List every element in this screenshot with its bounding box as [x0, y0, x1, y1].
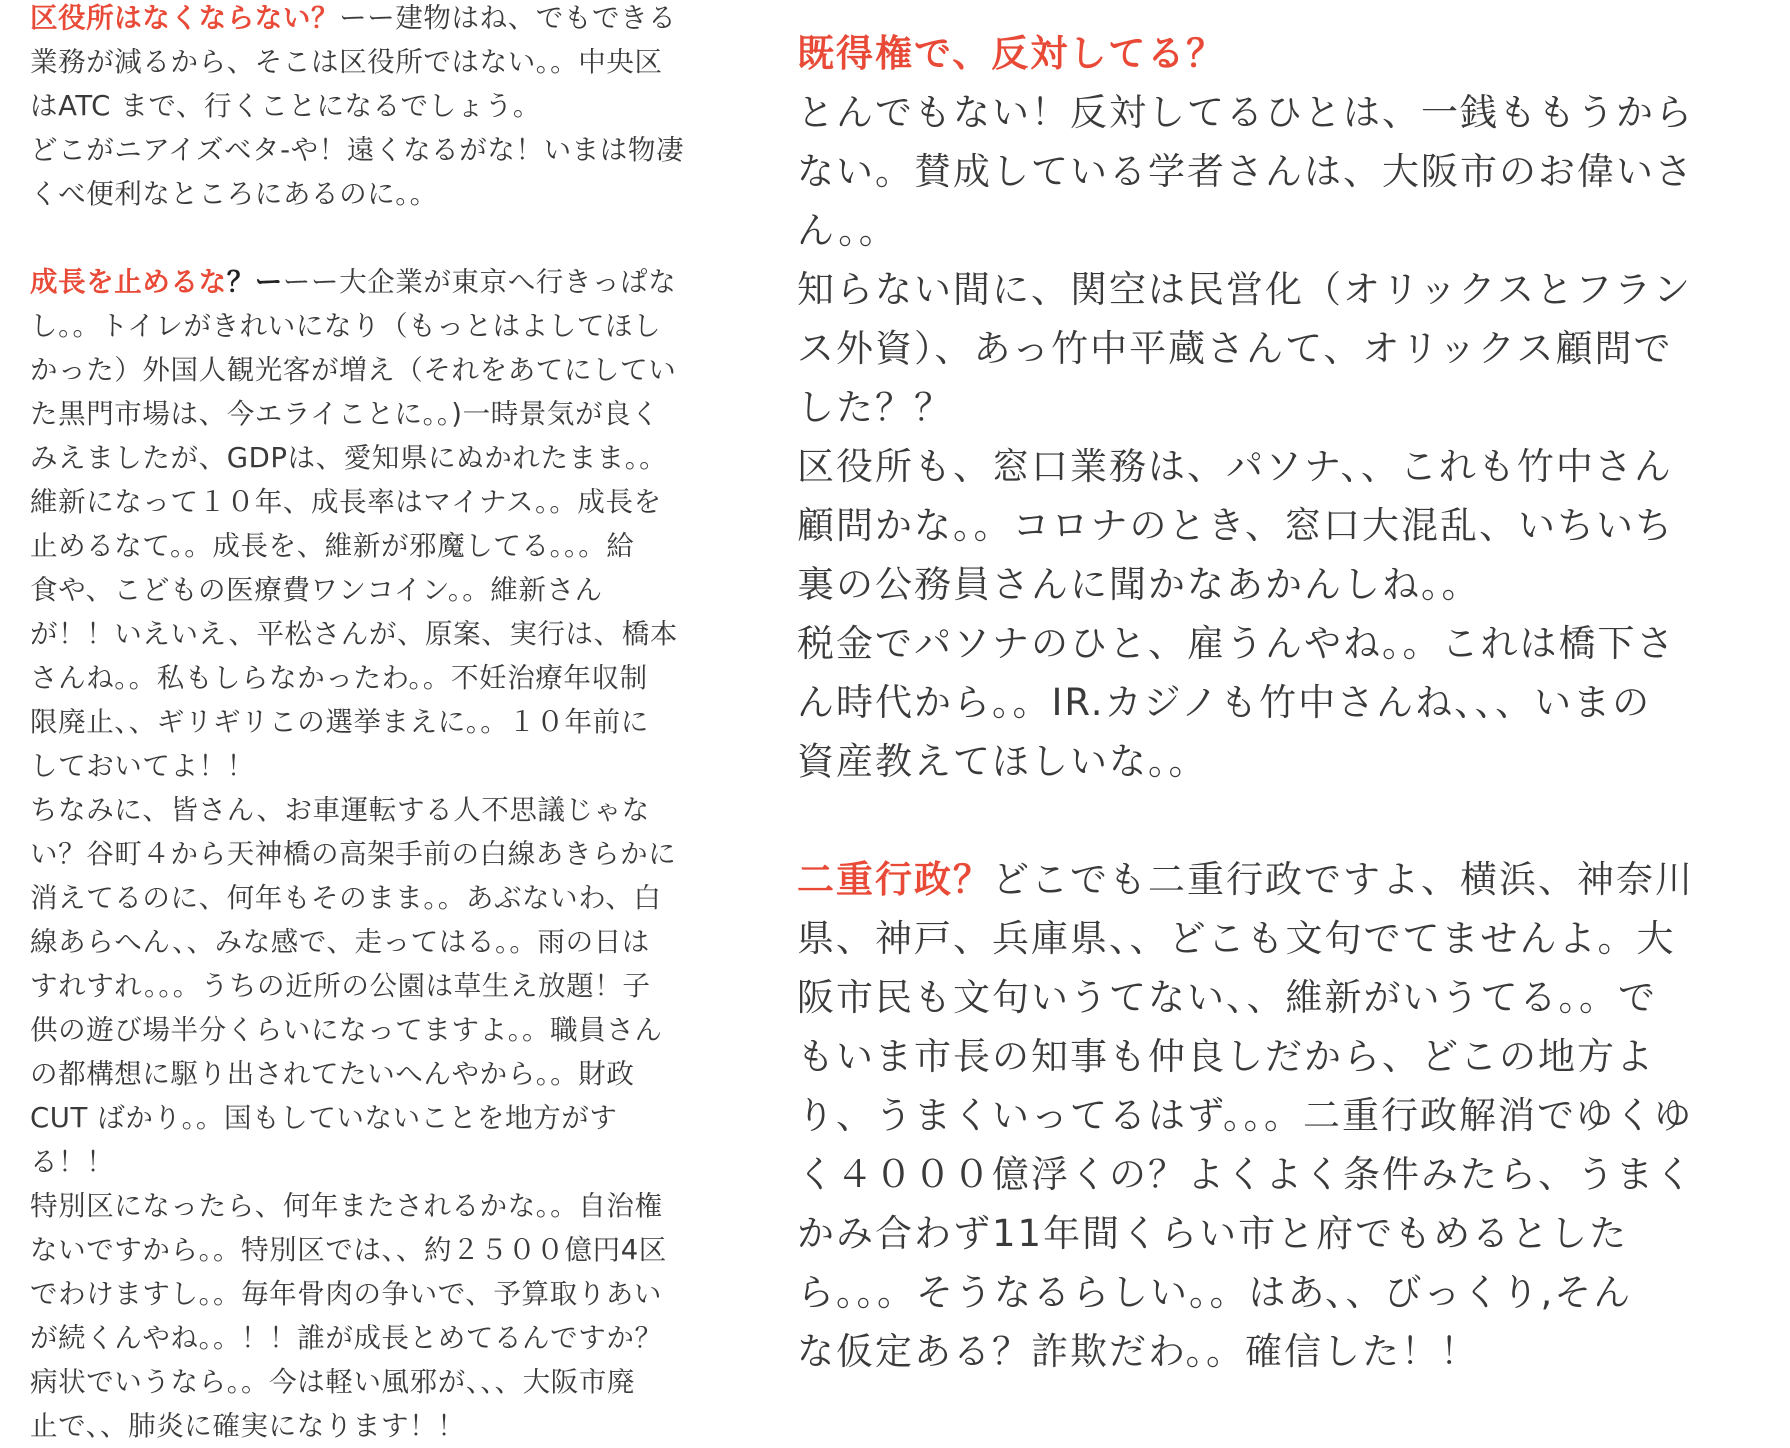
left-heading-ward-office: 区役所はなくならない？ [30, 2, 340, 34]
right-column [797, 24, 1757, 1381]
left-paragraph-2 [30, 260, 720, 1448]
left-column [30, 0, 720, 1448]
paragraph-gap [30, 216, 720, 260]
left-text-ward-office: ーー建物はね、でもできる 業務が減るから、そこは区役所ではない。。中央区 はATC まで、行くことになるでしょう。 どこがニアイズベタ-や！遠くなるがな！いまは物凄 くべ便利なところにあるのに。。 [30, 2, 685, 210]
right-paragraph-2 [797, 850, 1757, 1381]
left-heading-growth-mark: ？ー [226, 266, 283, 298]
right-text-double-administration: どこでも二重行政ですよ、横浜、神奈川 県、神戸、兵庫県、、どこも文句でてませんよ。大 阪市民も文句いうてない、、維新がいうてる。。で もいま市長の知事も仲良しだから、どこの地方よ り、うまくいってるはず。。。二重行政解消でゆくゆ く４０００億浮くの？よくよく条件みたら、うまく かみ合わず11年間くらい市と府でもめるとした ら。。。そうなるらしい。。はあ、、びっくり,そん な仮定ある？詐欺だわ。。確信した！！ [797, 858, 1694, 1373]
right-heading-vested-interests: 既得権で、反対してる？ [797, 32, 1226, 75]
right-text-vested-interests: とんでもない！反対してるひとは、一銭ももうから ない。賛成している学者さんは、大阪市のお偉いさ ん。。 知らない間に、関空は民営化（オリックスとフラン ス外資）、あっ竹中平蔵さんて、オリックス顧問で した？？ 区役所も、窓口業務は、パソナ、、これも竹中さん 顧問かな。。コロナのとき、窓口大混乱、いちいち 裏の公務員さんに聞かなあかんしね。。 税金でパソナのひと、雇うんやね。。これは橋下さ ん時代から。。IR.カジノも竹中さんね、、、いまの 資産教えてほしいな。。 [797, 91, 1694, 783]
left-text-growth: ーー大企業が東京へ行きっぱな し。。トイレがきれいになり（もっとはよしてほし かった）外国人観光客が増え（それをあてにしてい た黒門市場は、今エライことに。。)一時景気が良く みえましたが、GDPは、愛知県にぬかれたまま。。 維新になって１０年、成長率はマイナス。。成長を 止めるなて。。成長を、維新が邪魔してる。。。給 食や、こどもの医療費ワンコイン。。維新さん が！！いえいえ、平松さんが、原案、実行は、橋本 さんね。。私もしらなかったわ。。不妊治療年収制 限廃止、、ギリギリこの選挙まえに。。１０年前に しておいてよ！！ ちなみに、皆さん、お車運転する人不思議じゃな い？谷町４から天神橋の高架手前の白線あきらかに 消えてるのに、何年もそのまま。。あぶないわ、白 線あらへん、、みな感で、走ってはる。。雨の日は すれすれ。。。うちの近所の公園は草生え放題！子 供の遊び場半分くらいになってますよ。。職員さん の都構想に駆り出されてたいへんやから。。財政 CUT ばかり。。国もしていないことを地方がす る！！ 特別区になったら、何年またされるかな。。自治権 ないですから。。特別区では、、約２５００億円4区 でわけますし。。毎年骨肉の争いで、予算取りあい が続くんやね。。！！誰が成長とめてるんですか？ 病状でいうなら。。今は軽い風邪が、、、大阪市廃 止で、、肺炎に確実になります！！ [30, 266, 678, 1442]
paragraph-gap [797, 791, 1757, 850]
right-heading-double-administration: 二重行政？ [797, 858, 992, 901]
left-heading-growth: 成長を止めるな [30, 266, 227, 298]
left-paragraph-1 [30, 0, 720, 216]
